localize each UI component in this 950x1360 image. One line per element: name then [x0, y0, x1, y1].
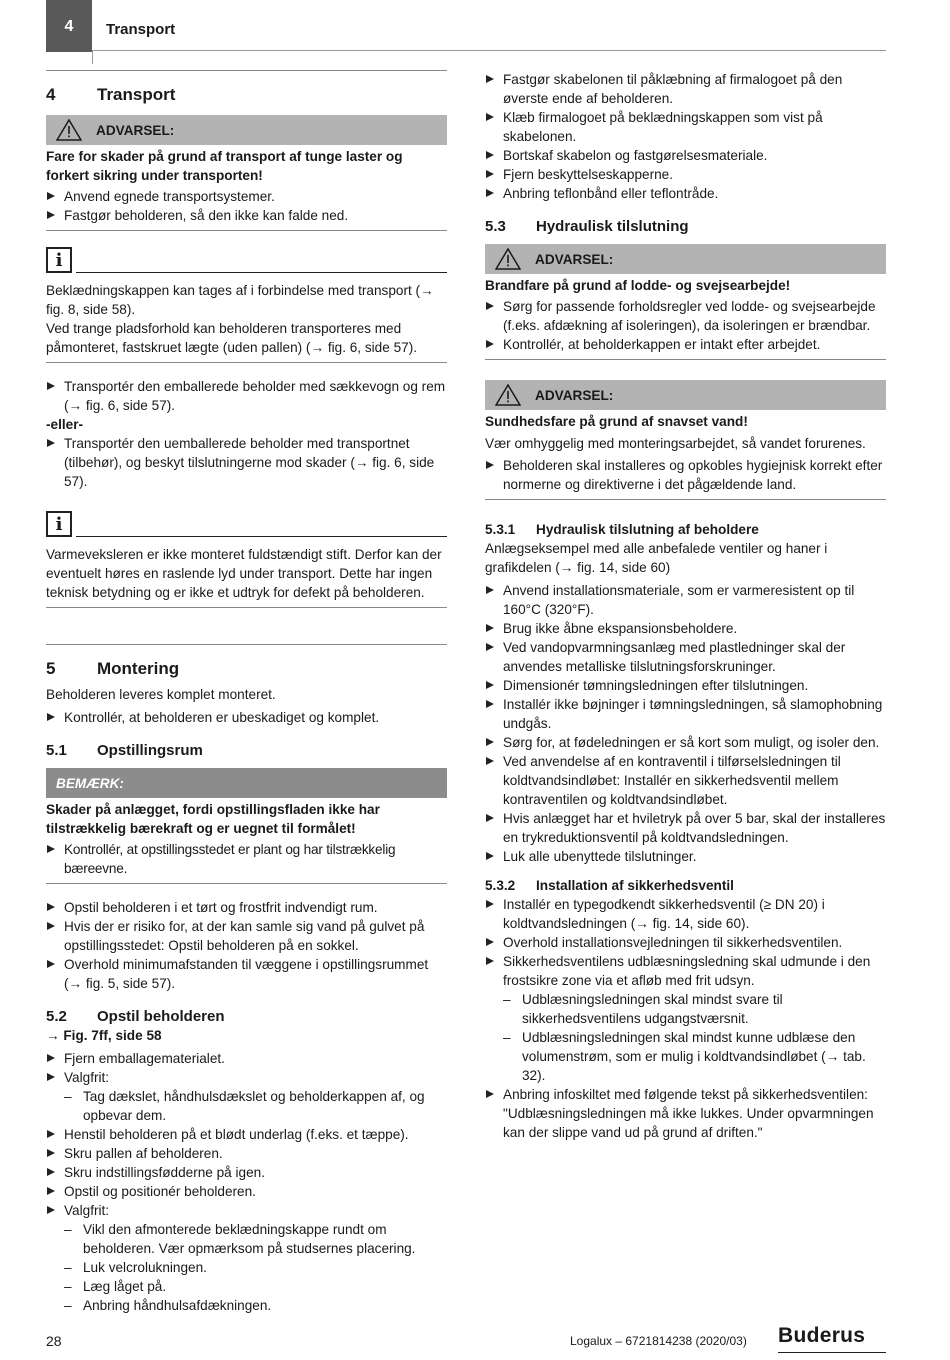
section-intro: Beholderen leveres komplet monteret. — [46, 687, 276, 702]
list-item: Opstil og positionér beholderen. — [46, 1182, 447, 1201]
notice-text: Skader på anlægget, fordi opstillingsfladen ikke har tilstrækkelig bærekraft og er uegnet til formålet! — [46, 802, 380, 836]
info-box-2 — [46, 505, 447, 608]
document-reference: Logalux – 6721814238 (2020/03) — [570, 1334, 747, 1348]
warning-text: Fare for skader på grund af transport af tunge laster og forkert sikring under transporten! — [46, 149, 403, 183]
warning-text: Brandfare på grund af lodde- og svejsearbejde! — [485, 278, 791, 293]
header-vrule — [92, 50, 93, 64]
list-item: Skru pallen af beholderen. — [46, 1144, 447, 1163]
warning-text: Sundhedsfare på grund af snavset vand! — [485, 414, 748, 429]
list-item: Henstil beholderen på et blødt underlag (f.eks. et tæppe). — [46, 1125, 447, 1144]
header-rule — [92, 50, 886, 51]
list-item: Overhold minimumafstanden til væggene i opstillingsrummet (→ fig. 5, side 57). — [46, 955, 447, 993]
placement-list — [46, 898, 447, 993]
chapter-number-tab: 4 — [46, 0, 92, 52]
warning-transport — [46, 115, 447, 231]
sub-list-item: – Læg låget på. — [46, 1277, 447, 1296]
list-item: Dimensionér tømningsledningen efter tilslutningen. — [485, 676, 886, 695]
list-item: Kontrollér, at beholderen er ubeskadiget og komplet. — [46, 708, 447, 727]
warning-bar: ADVARSEL: — [485, 380, 886, 410]
subsubsection-heading: 5.3.1 Hydraulisk tilslutning af beholdere — [485, 522, 759, 537]
notice-bar: BEMÆRK: — [46, 768, 447, 798]
list-item: Valgfrit: – Tag dækslet, håndhulsdækslet og beholderkappen af, og opbevar dem. — [46, 1068, 447, 1125]
sub-list-item: – Vikl den afmonterede beklædningskappe rundt om beholderen. Vær opmærksom på studsernes placering. — [46, 1220, 447, 1258]
list-item: Opstil beholderen i et tørt og frostfrit indvendigt rum. — [46, 898, 447, 917]
notice-box — [46, 768, 447, 884]
left-column — [46, 70, 447, 1315]
warning-list — [46, 187, 447, 225]
subsubsection-heading: 5.3.2 Installation af sikkerhedsventil — [485, 878, 734, 893]
list-item: Anvend installationsmateriale, som er varmeresistent op til 160°C (320°F). — [485, 581, 886, 619]
list-item: Valgfrit: – Vikl den afmonterede beklædningskappe rundt om beholderen. Vær opmærksom på studsernes placering. – Luk velcrolukningen. – Læg låget på. – Anbring håndhulsafdækningen. — [46, 1201, 447, 1315]
transport-list-a — [46, 377, 447, 415]
sub-list-item: – Udblæsningsledningen skal mindst kunne udblæse den volumenstrøm, som er mulig i koldtvandsindløbet (→ tab. 32). — [485, 1028, 886, 1085]
list-item: Beholderen skal installeres og opkobles hygiejnisk korrekt efter normerne og direktiverne i det pågældende land. — [485, 456, 886, 494]
figure-reference: → Fig. 7ff, side 58 — [46, 1028, 162, 1043]
section-4 — [46, 70, 447, 111]
setup-list — [46, 1049, 447, 1315]
list-item: Fastgør skabelonen til påklæbning af firmalogoet på den øverste ende af beholderen. — [485, 70, 886, 108]
logo-steps-list — [485, 70, 886, 203]
sub-list-item: – Tag dækslet, håndhulsdækslet og beholderkappen af, og opbevar dem. — [46, 1087, 447, 1125]
list-item: Installér en typegodkendt sikkerhedsventil (≥ DN 20) i koldtvandsledningen (→ fig. 14, side 60). — [485, 895, 886, 933]
list-item: Overhold installationsvejledningen til sikkerhedsventilen. — [485, 933, 886, 952]
subsection-heading: 5.2 Opstil beholderen — [46, 1008, 225, 1025]
section-heading: 4 Transport — [46, 85, 176, 104]
warning-intro: Vær omhyggelig med monteringsarbejdet, så vandet forurenes. — [485, 436, 866, 451]
brand-underline — [778, 1352, 886, 1353]
hydraulic-list — [485, 581, 886, 866]
list-item: Transportér den uemballerede beholder med transportnet (tilbehør), og beskyt tilslutningerne mod skader (→ fig. 6, side 57). — [46, 434, 447, 491]
list-item: Ved vandopvarmningsanlæg med plastledninger skal der anvendes metalliske tilslutningsforskruninger. — [485, 638, 886, 676]
list-item: Anvend egnede transportsystemer. — [46, 187, 447, 206]
brand-logo: Buderus — [778, 1324, 866, 1347]
list-item: Ved anvendelse af en kontraventil i tilførselsledningen til koldtvandsindløbet: Installér en sikkerhedsventil mellem kontraventilen og koldtvandsindløbet. — [485, 752, 886, 809]
list-item: Installér ikke bøjninger i tømningsledningen, så slamophobning undgås. — [485, 695, 886, 733]
warning-health — [485, 380, 886, 500]
list-item: Fastgør beholderen, så den ikke kan falde ned. — [46, 206, 447, 225]
list-item: Hvis anlægget har et hviletryk på over 5 bar, skal der installeres en trykreduktionsventil på koldtvandsledningen. — [485, 809, 886, 847]
section-5 — [46, 644, 447, 685]
info-box-1 — [46, 241, 447, 363]
list-item: Klæb firmalogoet på beklædningskappen som vist på skabelonen. — [485, 108, 886, 146]
info-text: Beklædningskappen kan tages af i forbindelse med transport (→ fig. 8, side 58). Ved trange pladsforhold kan beholderen transporteres med påmonteret, fastskruet lægte (uden pallen) (→ fig. 6, side 57). — [46, 283, 434, 355]
section-heading: 5 Montering — [46, 659, 180, 678]
info-text: Varmeveksleren er ikke monteret fuldstændigt stift. Derfor kan der eventuelt høres en raslende lyd under transport. Dette har ingen teknisk betydning og er ikke et udtryk for defekt på beholderen. — [46, 547, 442, 600]
list-item: Fjern emballagematerialet. — [46, 1049, 447, 1068]
sub-list-item: – Luk velcrolukningen. — [46, 1258, 447, 1277]
list-item: Kontrollér, at opstillingsstedet er plant og har tilstrækkelig bæreevne. — [46, 840, 447, 878]
warning-bar: ADVARSEL: — [485, 244, 886, 274]
list-item: Fjern beskyttelseskapperne. — [485, 165, 886, 184]
right-column — [485, 70, 886, 1142]
safety-valve-list — [485, 895, 886, 1142]
section-intro: Anlægseksempel med alle anbefalede ventiler og haner i grafikdelen (→ fig. 14, side 60) — [485, 541, 828, 575]
sub-list-item: – Anbring håndhulsafdækningen. — [46, 1296, 447, 1315]
or-label: -eller- — [46, 417, 84, 432]
transport-list-b — [46, 434, 447, 491]
list-item: Skru indstillingsfødderne på igen. — [46, 1163, 447, 1182]
list-item: Brug ikke åbne ekspansionsbeholdere. — [485, 619, 886, 638]
warning-triangle-icon — [495, 248, 521, 270]
warning-triangle-icon — [56, 119, 82, 141]
running-header-title: Transport — [106, 21, 176, 38]
list-item: Luk alle ubenyttede tilslutninger. — [485, 847, 886, 866]
list-item: Sikkerhedsventilens udblæsningsledning skal udmunde i den frostsikre zone via et afløb med frit udsyn. – Udblæsningsledningen skal mindst svare til sikkerhedsventilens udgangstværsnit. – Udblæsningsledningen skal mindst kunne udblæse den volumenstrøm, som er mulig i koldtvandsindløbet (→ tab. 32). — [485, 952, 886, 1085]
sub-list-item: – Udblæsningsledningen skal mindst svare til sikkerhedsventilens udgangstværsnit. — [485, 990, 886, 1028]
list-item: Anbring teflonbånd eller teflontråde. — [485, 184, 886, 203]
warning-triangle-icon — [495, 384, 521, 406]
list-item: Bortskaf skabelon og fastgørelsesmateriale. — [485, 146, 886, 165]
subsection-heading: 5.1 Opstillingsrum — [46, 742, 203, 759]
info-icon: i — [46, 511, 72, 537]
info-icon: i — [46, 247, 72, 273]
subsection-heading: 5.3 Hydraulisk tilslutning — [485, 218, 689, 235]
warning-bar: ADVARSEL: — [46, 115, 447, 145]
list-item: Sørg for, at fødeledningen er så kort som muligt, og isoler den. — [485, 733, 886, 752]
list-item: Hvis der er risiko for, at der kan samle sig vand på gulvet på opstillingsstedet: Opstil beholderen på en sokkel. — [46, 917, 447, 955]
warning-fire — [485, 244, 886, 360]
list-item: Kontrollér, at beholderkappen er intakt efter arbejdet. — [485, 335, 886, 354]
page-number: 28 — [46, 1333, 62, 1349]
list-item: Sørg for passende forholdsregler ved lodde- og svejsearbejde (f.eks. afdækning af isoleringen), da isoleringen er brændbar. — [485, 297, 886, 335]
list-item: Anbring infoskiltet med følgende tekst på sikkerhedsventilen: "Udblæsningsledningen må ikke lukkes. Under opvarmningen kan der slippe vand ud på grund af driften." — [485, 1085, 886, 1142]
list-item: Transportér den emballerede beholder med sækkevogn og rem (→ fig. 6, side 57). — [46, 377, 447, 415]
